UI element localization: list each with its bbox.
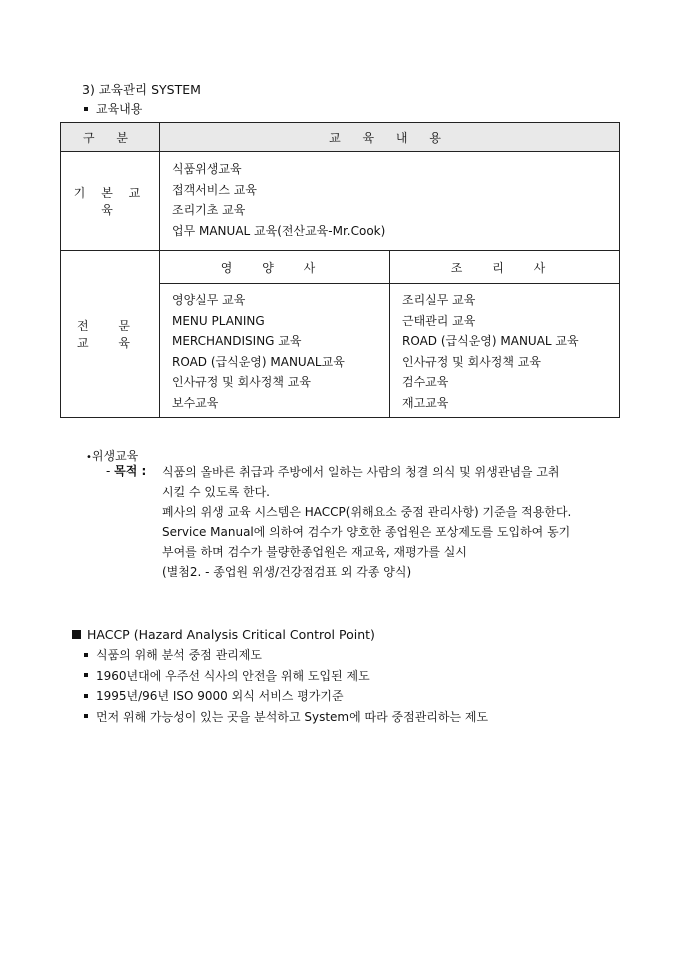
list-item-text: 1960년대에 우주선 식사의 안전을 위해 도입된 제도	[96, 668, 370, 683]
bullet-icon	[84, 714, 88, 718]
list-item: 식품위생교육	[172, 162, 242, 176]
section-title: 3) 교육관리 SYSTEM	[82, 82, 201, 97]
cook-items	[390, 284, 620, 418]
list-item: 조리실무 교육	[402, 293, 476, 307]
specialized-subheader-row	[61, 251, 620, 284]
bullet-icon	[84, 653, 88, 657]
purpose-label-text: 목적	[114, 464, 138, 478]
header-content: 교 육 내 용	[160, 123, 620, 152]
paragraph-line: 부여를 하며 검수가 불량한종업원은 재교육, 재평가를 실시	[162, 545, 467, 559]
bullet-icon: •	[86, 452, 92, 463]
list-item: 접객서비스 교육	[172, 182, 257, 197]
sub-heading-text: 교육내용	[96, 102, 143, 116]
list-item-text: 1995년/96년 ISO 9000 외식 서비스 평가기준	[96, 689, 344, 703]
list-item: ROAD (급식운영) MANUAL교육	[172, 354, 345, 369]
list-item	[84, 666, 488, 687]
dietitian-column-title: 영 양 사	[160, 251, 390, 284]
list-item	[84, 645, 488, 666]
specialized-category: 전 문 교 육	[61, 251, 160, 418]
haccp-list	[84, 645, 488, 727]
list-item: 영양실무 교육	[172, 293, 246, 307]
list-item	[84, 686, 488, 707]
list-item: 재고교육	[402, 395, 449, 410]
purpose-dash: -	[106, 464, 115, 478]
list-item-text: 식품의 위해 분석 중점 관리제도	[96, 648, 262, 662]
bullet-icon	[84, 673, 88, 677]
list-item: ROAD (급식운영) MANUAL 교육	[402, 334, 579, 348]
bullet-icon	[84, 107, 88, 111]
haccp-title-text: HACCP (Hazard Analysis Critical Control Point)	[87, 627, 375, 642]
hygiene-paragraph	[162, 462, 622, 582]
paragraph-line: 시킬 수 있도록 한다.	[162, 485, 270, 499]
haccp-title	[72, 627, 375, 642]
education-table	[60, 122, 620, 418]
list-item: 인사규정 및 회사정책 교육	[402, 354, 541, 369]
list-item: 인사규정 및 회사정책 교육	[172, 375, 311, 389]
list-item: 검수교육	[402, 375, 449, 389]
square-bullet-icon	[72, 630, 81, 639]
header-category: 구 분	[61, 123, 160, 152]
list-item: 보수교육	[172, 395, 219, 410]
paragraph-line: 식품의 올바른 취급과 주방에서 일하는 사람의 청결 의식 및 위생관념을 고취	[162, 465, 560, 479]
basic-category: 기 본 교 육	[61, 152, 160, 251]
list-item: 근태관리 교육	[402, 313, 476, 328]
list-item: MERCHANDISING 교육	[172, 334, 302, 348]
dietitian-items	[160, 284, 390, 418]
bullet-icon	[84, 694, 88, 698]
list-item	[84, 707, 488, 728]
hygiene-heading-text: 위생교육	[91, 449, 139, 463]
paragraph-line: Service Manual에 의하여 검수가 양호한 종업원은 포상제도를 도입하여 동기	[162, 525, 571, 539]
purpose-colon: :	[137, 464, 147, 478]
table-header-row	[61, 123, 620, 152]
list-item-text: 먼저 위해 가능성이 있는 곳을 분석하고 System에 따라 중점관리하는 제도	[96, 709, 489, 724]
basic-education-row	[61, 152, 620, 251]
education-content-heading	[84, 100, 142, 117]
paragraph-line: (별첨2. - 종업원 위생/건강점검표 외 각종 양식)	[162, 565, 412, 579]
basic-items	[160, 152, 620, 251]
cook-column-title: 조 리 사	[390, 251, 620, 284]
list-item: MENU PLANING	[172, 313, 265, 328]
paragraph-line: 폐사의 위생 교육 시스템은 HACCP(위해요소 중점 관리사항) 기준을 적용한다.	[162, 505, 572, 519]
list-item: 조리기초 교육	[172, 203, 246, 217]
purpose-label	[106, 462, 146, 479]
list-item: 업무 MANUAL 교육(전산교육-Mr.Cook)	[172, 223, 386, 238]
